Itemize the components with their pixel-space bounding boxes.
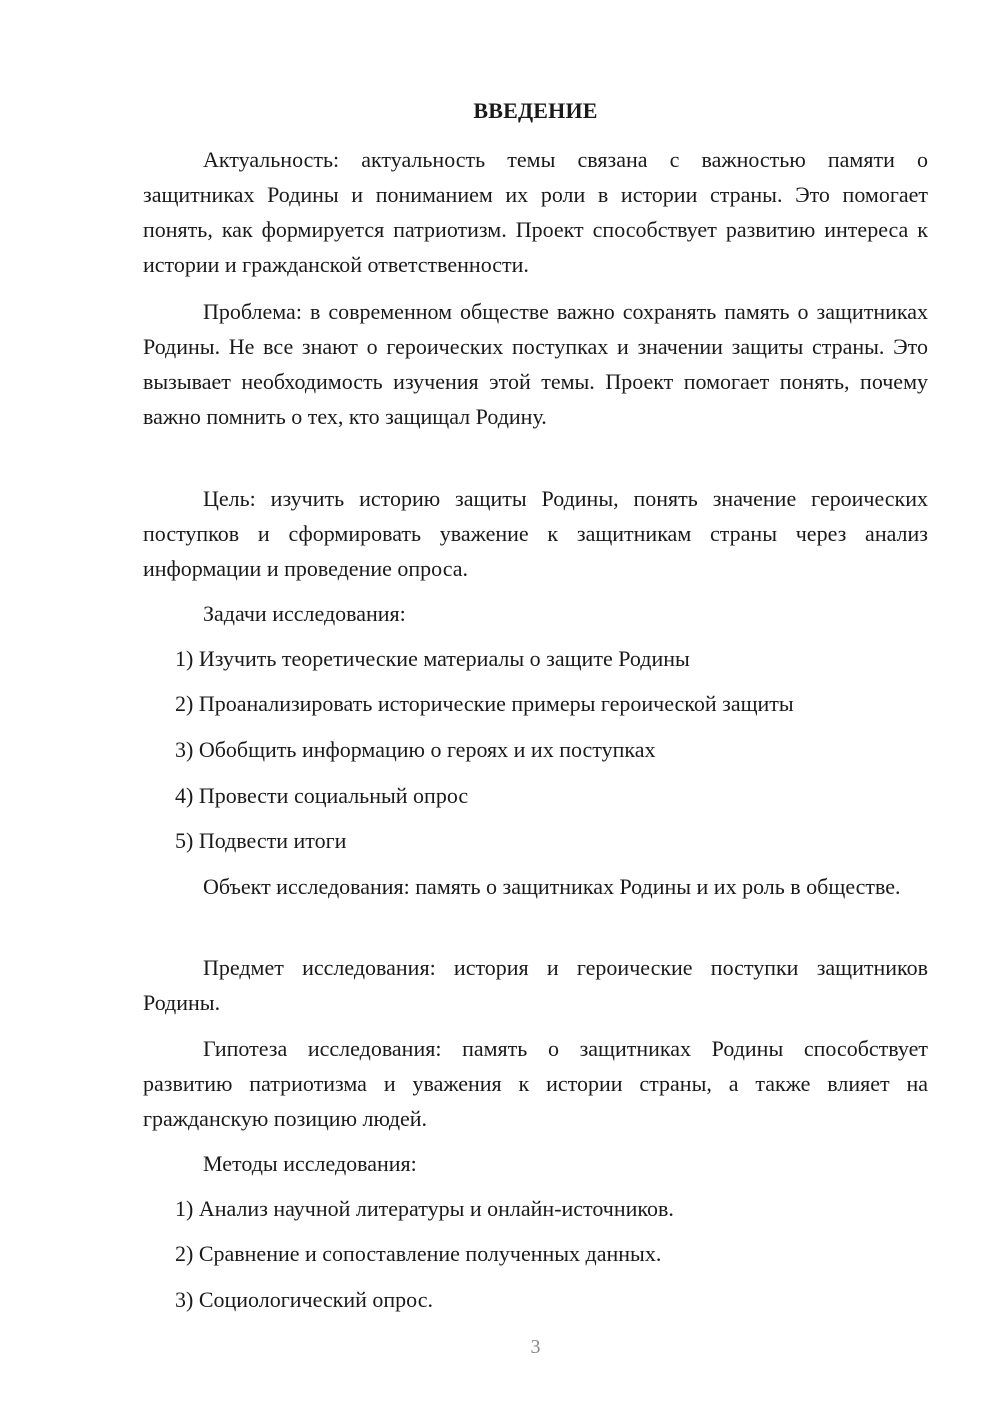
task-item: 5) Подвести итоги bbox=[175, 828, 347, 853]
document-page bbox=[143, 0, 928, 1414]
method-item: 1) Анализ научной литературы и онлайн-источников. bbox=[175, 1196, 674, 1221]
method-item: 3) Социологический опрос. bbox=[175, 1287, 433, 1312]
problem-paragraph: Проблема: в современном обществе важно сохранять память о защитниках Родины. Не все знают о героических поступках и значении защиты страны. Это вызывает необходимость изучения этой темы. Проект помогает понять, почему важно помнить о тех, кто защищал Родину. bbox=[143, 299, 928, 429]
methods-heading: Методы исследования: bbox=[203, 1151, 417, 1176]
method-item: 2) Сравнение и сопоставление полученных данных. bbox=[175, 1241, 662, 1266]
page-title: ВВЕДЕНИЕ bbox=[473, 98, 598, 123]
task-item: 2) Проанализировать исторические примеры героической защиты bbox=[175, 691, 794, 716]
task-item: 4) Провести социальный опрос bbox=[175, 783, 469, 808]
page-number: 3 bbox=[530, 1336, 541, 1358]
subject-paragraph: Предмет исследования: история и героические поступки защитников Родины. bbox=[143, 955, 928, 1015]
tasks-heading: Задачи исследования: bbox=[203, 601, 406, 626]
object-paragraph: Объект исследования: память о защитниках Родины и их роль в обществе. bbox=[203, 874, 901, 899]
task-item: 3) Обобщить информацию о героях и их поступках bbox=[175, 737, 656, 762]
relevance-paragraph: Актуальность: актуальность темы связана с важностью памяти о защитниках Родины и пониманием их роли в истории страны. Это помогает понять, как формируется патриотизм. Проект способствует развитию интереса к истории и гражданской ответственности. bbox=[143, 147, 928, 277]
goal-paragraph: Цель: изучить историю защиты Родины, понять значение героических поступков и сформировать уважение к защитникам страны через анализ информации и проведение опроса. bbox=[143, 486, 928, 581]
task-item: 1) Изучить теоретические материалы о защите Родины bbox=[175, 646, 690, 671]
hypothesis-paragraph: Гипотеза исследования: память о защитниках Родины способствует развитию патриотизма и уважения к истории страны, а также влияет на гражданскую позицию людей. bbox=[143, 1036, 928, 1131]
